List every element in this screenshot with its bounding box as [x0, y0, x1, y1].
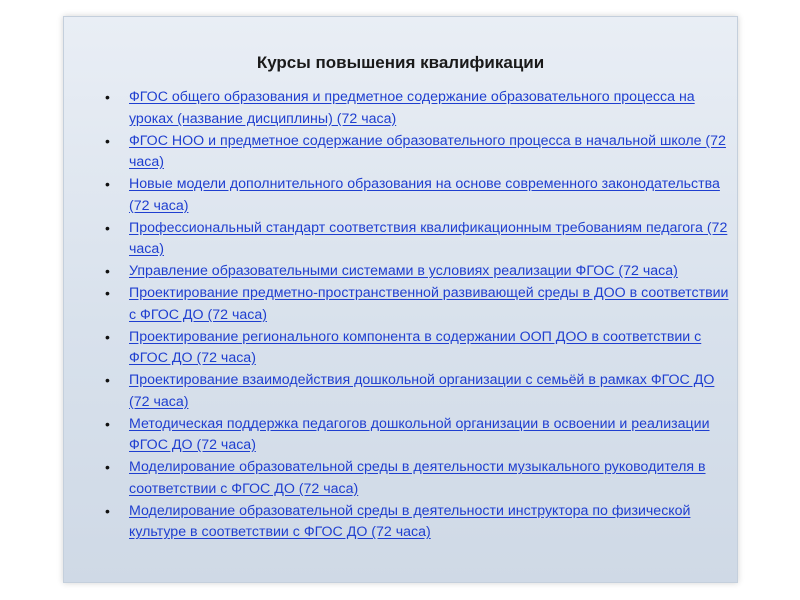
- bullet-icon: •: [105, 459, 110, 475]
- course-link[interactable]: Моделирование образовательной среды в деятельности инструктора по физической культуре в соответствии с ФГОС ДО (72 часа): [129, 502, 691, 540]
- course-link[interactable]: Методическая поддержка педагогов дошкольной организации в освоении и реализации ФГОС ДО (72 часа): [129, 415, 710, 453]
- list-item: [97, 174, 737, 217]
- list-item: [97, 87, 737, 130]
- course-link[interactable]: ФГОС НОО и предметное содержание образовательного процесса в начальной школе (72 часа): [129, 132, 726, 170]
- bullet-icon: •: [105, 176, 110, 192]
- course-link[interactable]: Управление образовательными системами в условиях реализации ФГОС (72 часа): [129, 263, 678, 279]
- bullet-icon: •: [105, 263, 110, 279]
- bullet-icon: •: [105, 372, 110, 388]
- list-item: [97, 327, 737, 370]
- course-link[interactable]: Проектирование взаимодействия дошкольной организации с семьёй в рамках ФГОС ДО (72 часа): [129, 372, 715, 410]
- course-link[interactable]: ФГОС общего образования и предметное содержание образовательного процесса на уроках (название дисциплины) (72 часа): [129, 89, 695, 127]
- list-item: [97, 457, 737, 500]
- list-item: [97, 501, 737, 544]
- bullet-icon: •: [105, 285, 110, 301]
- page-title: Курсы повышения квалификации: [256, 53, 545, 72]
- list-item: [97, 283, 737, 326]
- list-item: [97, 261, 737, 283]
- course-link[interactable]: Новые модели дополнительного образования на основе современного законодательства (72 часа): [129, 176, 720, 214]
- bullet-icon: •: [105, 502, 110, 519]
- content-panel: [63, 16, 738, 583]
- course-link[interactable]: Проектирование предметно-пространственной развивающей среды в ДОО в соответствии с ФГОС ДО (72 часа): [129, 285, 729, 323]
- course-list: [97, 87, 737, 544]
- course-link[interactable]: Моделирование образовательной среды в деятельности музыкального руководителя в соответствии с ФГОС ДО (72 часа): [129, 459, 706, 497]
- bullet-icon: •: [105, 89, 110, 105]
- list-item: [97, 218, 737, 261]
- bullet-icon: •: [105, 132, 110, 149]
- list-item: [97, 131, 737, 174]
- list-item: [97, 370, 737, 413]
- bullet-icon: •: [105, 415, 110, 432]
- course-link[interactable]: Профессиональный стандарт соответствия квалификационным требованиям педагога (72 часа): [129, 219, 728, 257]
- bullet-icon: •: [105, 219, 110, 236]
- course-link[interactable]: Проектирование регионального компонента в содержании ООП ДОО в соответствии с ФГОС ДО (72 часа): [129, 328, 702, 366]
- bullet-icon: •: [105, 328, 110, 345]
- list-item: [97, 414, 737, 457]
